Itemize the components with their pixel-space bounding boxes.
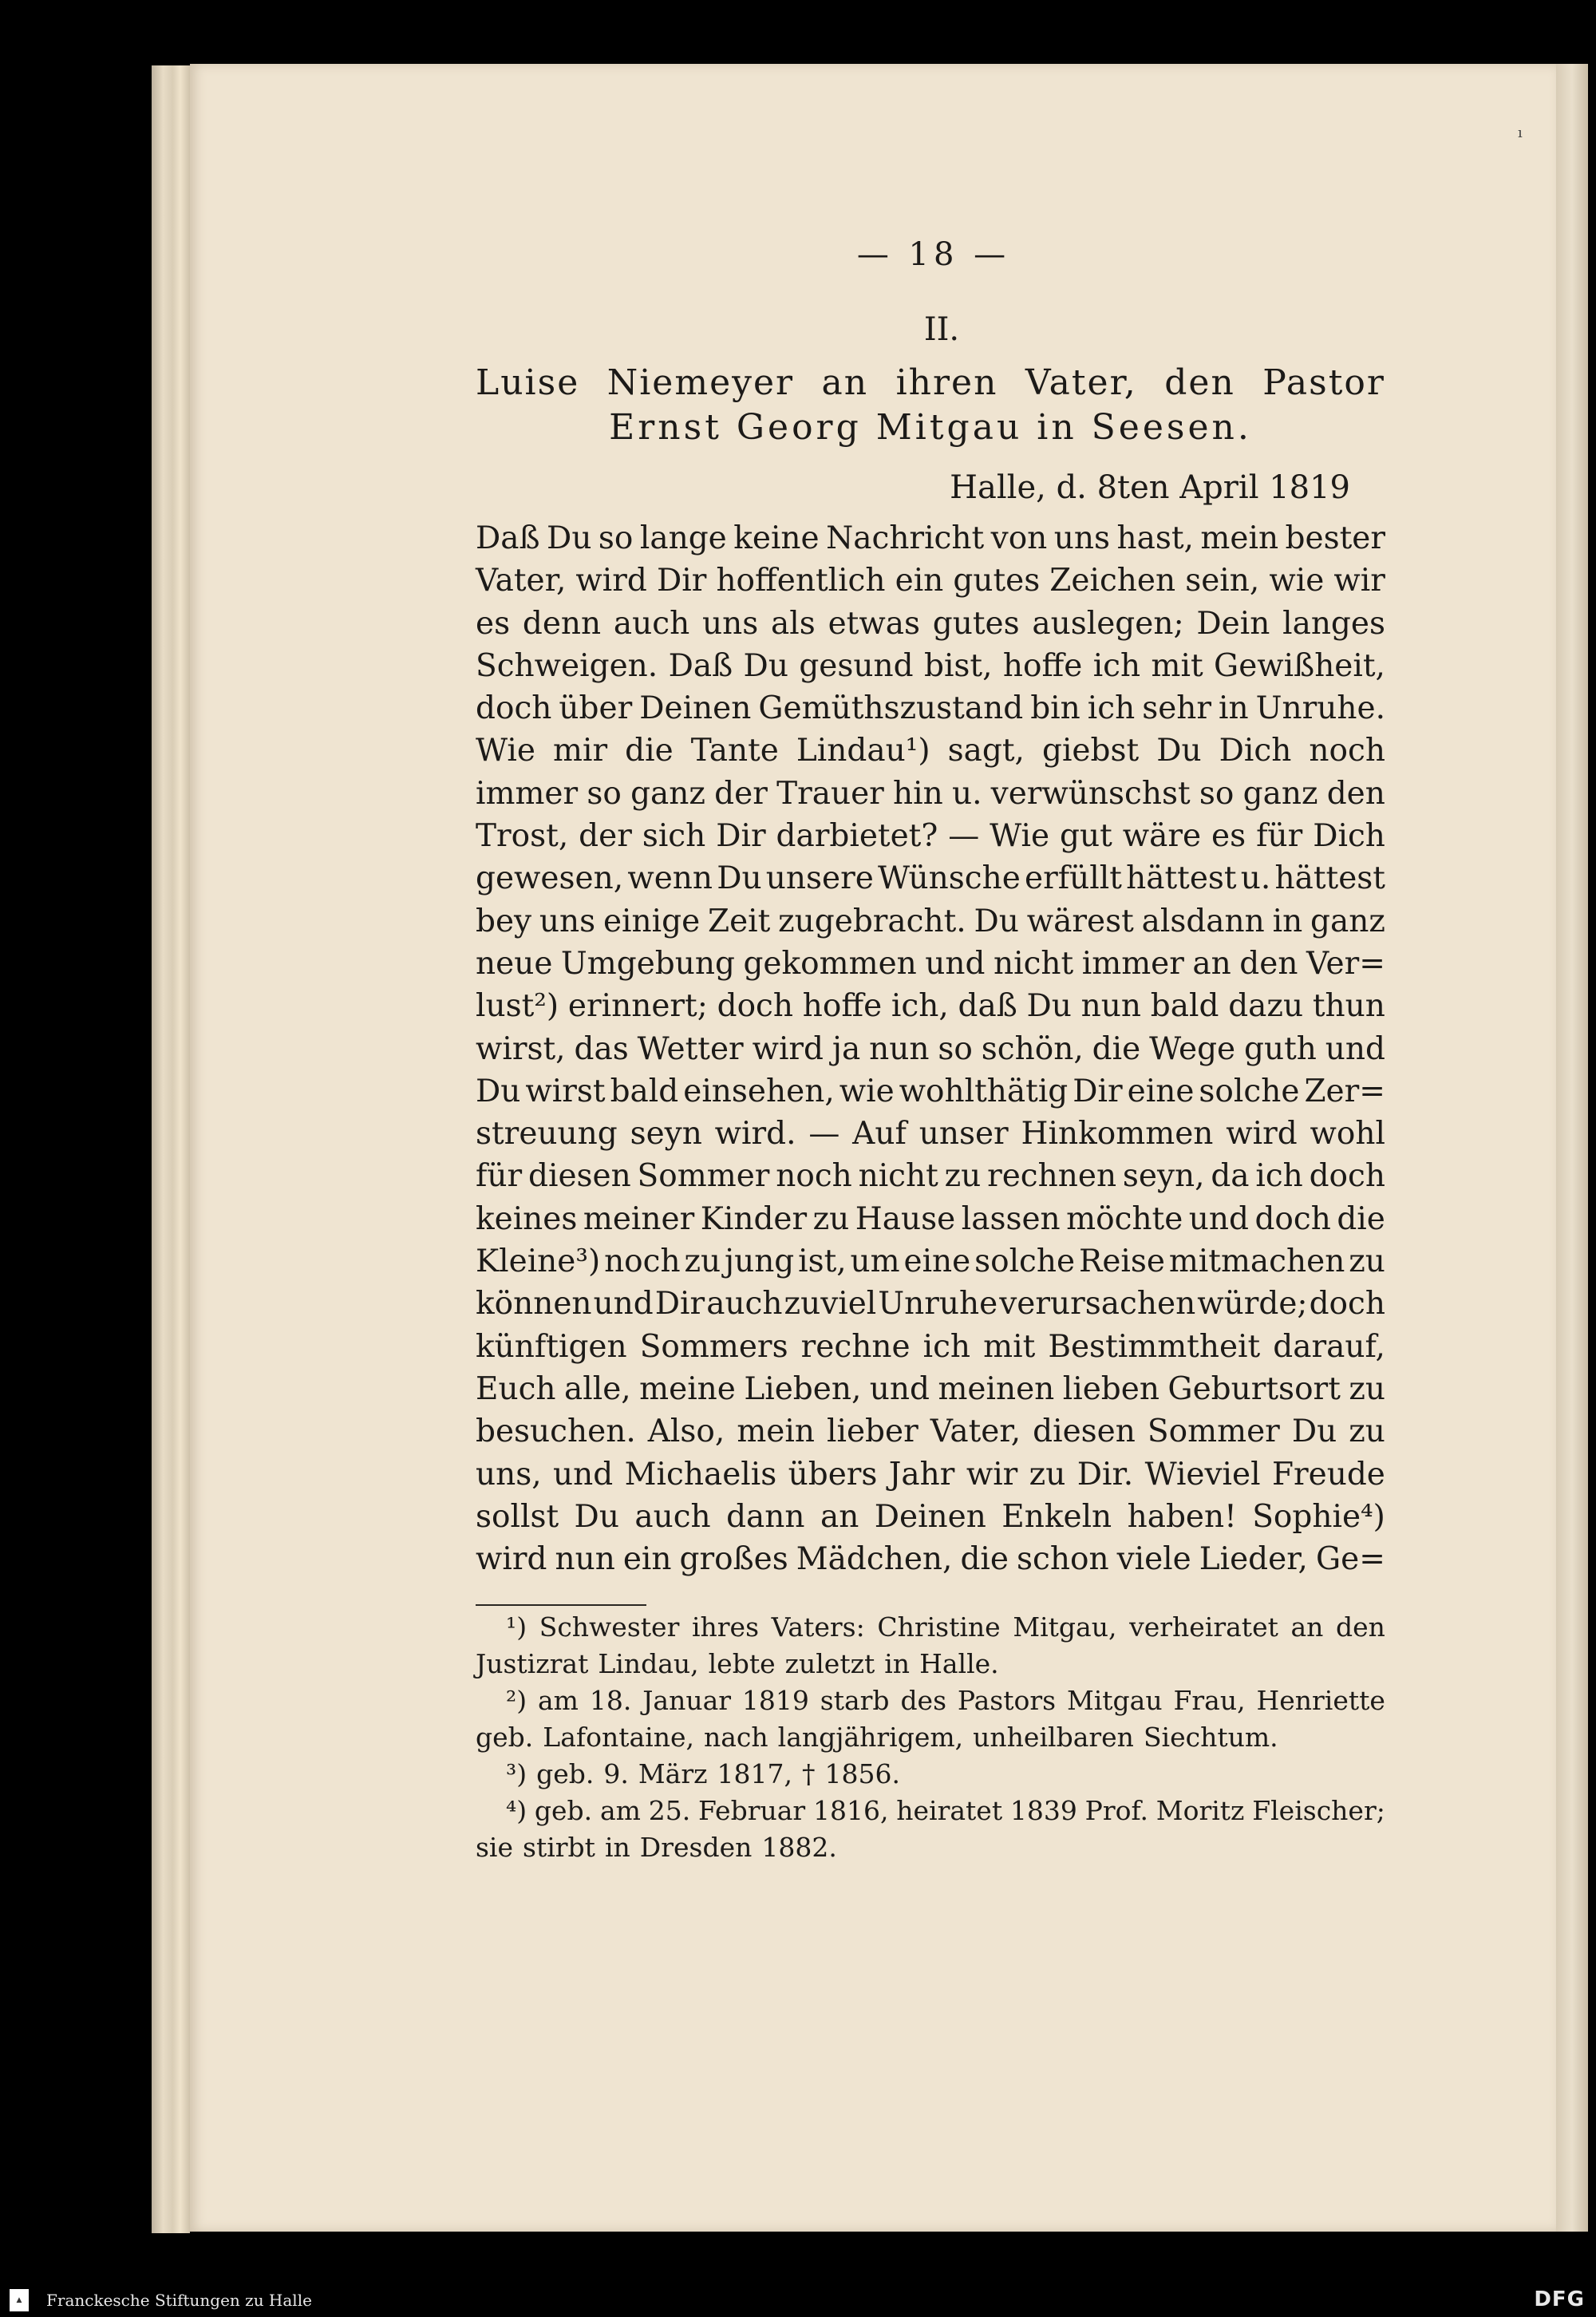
body-line: immer so ganz der Trauer hin u. verwünschst so ganz den xyxy=(476,775,1385,812)
body-line: doch über Deinen Gemüthszustand bin ich sehr in Unruhe. xyxy=(476,690,1385,727)
body-line: sollst Du auch dann an Deinen Enkeln haben! Sophie⁴) xyxy=(476,1498,1385,1535)
funder-logo: DFG xyxy=(1534,2287,1585,2311)
book-edge xyxy=(152,65,190,2233)
body-line: es denn auch uns als etwas gutes auslegen; Dein langes xyxy=(476,605,1385,642)
body-line: streuung seyn wird. — Auf unser Hinkommen wird wohl xyxy=(476,1116,1385,1153)
body-line: Wie mir die Tante Lindau¹) sagt, giebst Du Dich noch xyxy=(476,733,1385,769)
body-line: Daß Du so lange keine Nachricht von uns hast, mein bester xyxy=(476,520,1385,556)
heading-word: Pastor xyxy=(1262,362,1385,403)
heading-line-2: Ernst Georg Mitgau in Seesen. xyxy=(609,407,1252,448)
footnote-line: ¹) Schwester ihres Vaters: Christine Mitgau, verheiratet an den xyxy=(506,1611,1385,1643)
body-line: Vater, wird Dir hoffentlich ein gutes Zeichen sein, wie wir xyxy=(476,563,1385,599)
body-line: keines meiner Kinder zu Hause lassen möchte und doch die xyxy=(476,1200,1385,1237)
body-line: wird nun ein großes Mädchen, die schon viele Lieder, Ge= xyxy=(476,1541,1385,1578)
footnote-line: sie stirbt in Dresden 1882. xyxy=(476,1832,837,1863)
body-line: neue Umgebung gekommen und nicht immer an den Ver= xyxy=(476,945,1385,982)
heading-line-1 xyxy=(476,361,1385,405)
heading-word: ihren xyxy=(895,362,998,403)
body-line: Du wirst bald einsehen, wie wohlthätig Dir eine solche Zer= xyxy=(476,1073,1385,1109)
footnote-line: ⁴) geb. am 25. Februar 1816, heiratet 1839 Prof. Moritz Fleischer; xyxy=(506,1795,1385,1826)
body-line: Euch alle, meine Lieben, und meinen lieben Geburtsort zu xyxy=(476,1370,1385,1407)
body-line: uns, und Michaelis übers Jahr wir zu Dir. Wieviel Freude xyxy=(476,1456,1385,1493)
body-line: für diesen Sommer noch nicht zu rechnen seyn, da ich doch xyxy=(476,1158,1385,1195)
body-line: Kleine³) noch zu jung ist, um eine solche Reise mitmachen zu xyxy=(476,1244,1385,1280)
body-line: lust²) erinnert; doch hoffe ich, daß Du nun bald dazu thun xyxy=(476,988,1385,1025)
footnote-rule xyxy=(476,1604,646,1606)
heading-word: Niemeyer xyxy=(606,362,795,403)
footnote-line: Justizrat Lindau, lebte zuletzt in Halle. xyxy=(476,1648,999,1679)
institution-name: Franckesche Stiftungen zu Halle xyxy=(46,2291,312,2310)
institution-logo-icon: ▲ xyxy=(10,2289,29,2311)
footnote-line: ³) geb. 9. März 1817, † 1856. xyxy=(506,1758,900,1789)
body-line: können und Dir auch zuviel Unruhe verursachen würde; doch xyxy=(476,1286,1385,1323)
section-number: II. xyxy=(923,311,960,348)
footnote-line: ²) am 18. Januar 1819 starb des Pastors Mitgau Frau, Henriette xyxy=(506,1685,1385,1716)
heading-word: Luise xyxy=(476,362,580,403)
body-line: künftigen Sommers rechne ich mit Bestimmtheit darauf, xyxy=(476,1328,1385,1365)
footnotes xyxy=(476,1609,1385,1866)
body-line: besuchen. Also, mein lieber Vater, diesen Sommer Du zu xyxy=(476,1414,1385,1450)
footnote-line: geb. Lafontaine, nach langjährigem, unheilbaren Siechtum. xyxy=(476,1722,1278,1753)
letter-heading xyxy=(476,361,1385,450)
margin-mark: ı xyxy=(1518,125,1523,141)
heading-word: den xyxy=(1164,362,1235,403)
body-line: bey uns einige Zeit zugebracht. Du wärest alsdann in ganz xyxy=(476,903,1385,939)
viewer-footer xyxy=(0,2284,1596,2317)
book-right-edge xyxy=(1556,64,1588,2232)
body-line: Schweigen. Daß Du gesund bist, hoffe ich mit Gewißheit, xyxy=(476,647,1385,684)
body-line: Trost, der sich Dir darbietet? — Wie gut wäre es für Dich xyxy=(476,818,1385,855)
heading-word: an xyxy=(821,362,869,403)
letter-dateline: Halle, d. 8ten April 1819 xyxy=(950,469,1350,506)
letter-body xyxy=(476,517,1385,1580)
heading-word: Vater, xyxy=(1025,362,1137,403)
body-line: wirst, das Wetter wird ja nun so schön, die Wege guth und xyxy=(476,1030,1385,1067)
page-number: — 18 — xyxy=(856,236,1011,273)
body-line: gewesen, wenn Du unsere Wünsche erfüllt hättest u. hättest xyxy=(476,860,1385,897)
